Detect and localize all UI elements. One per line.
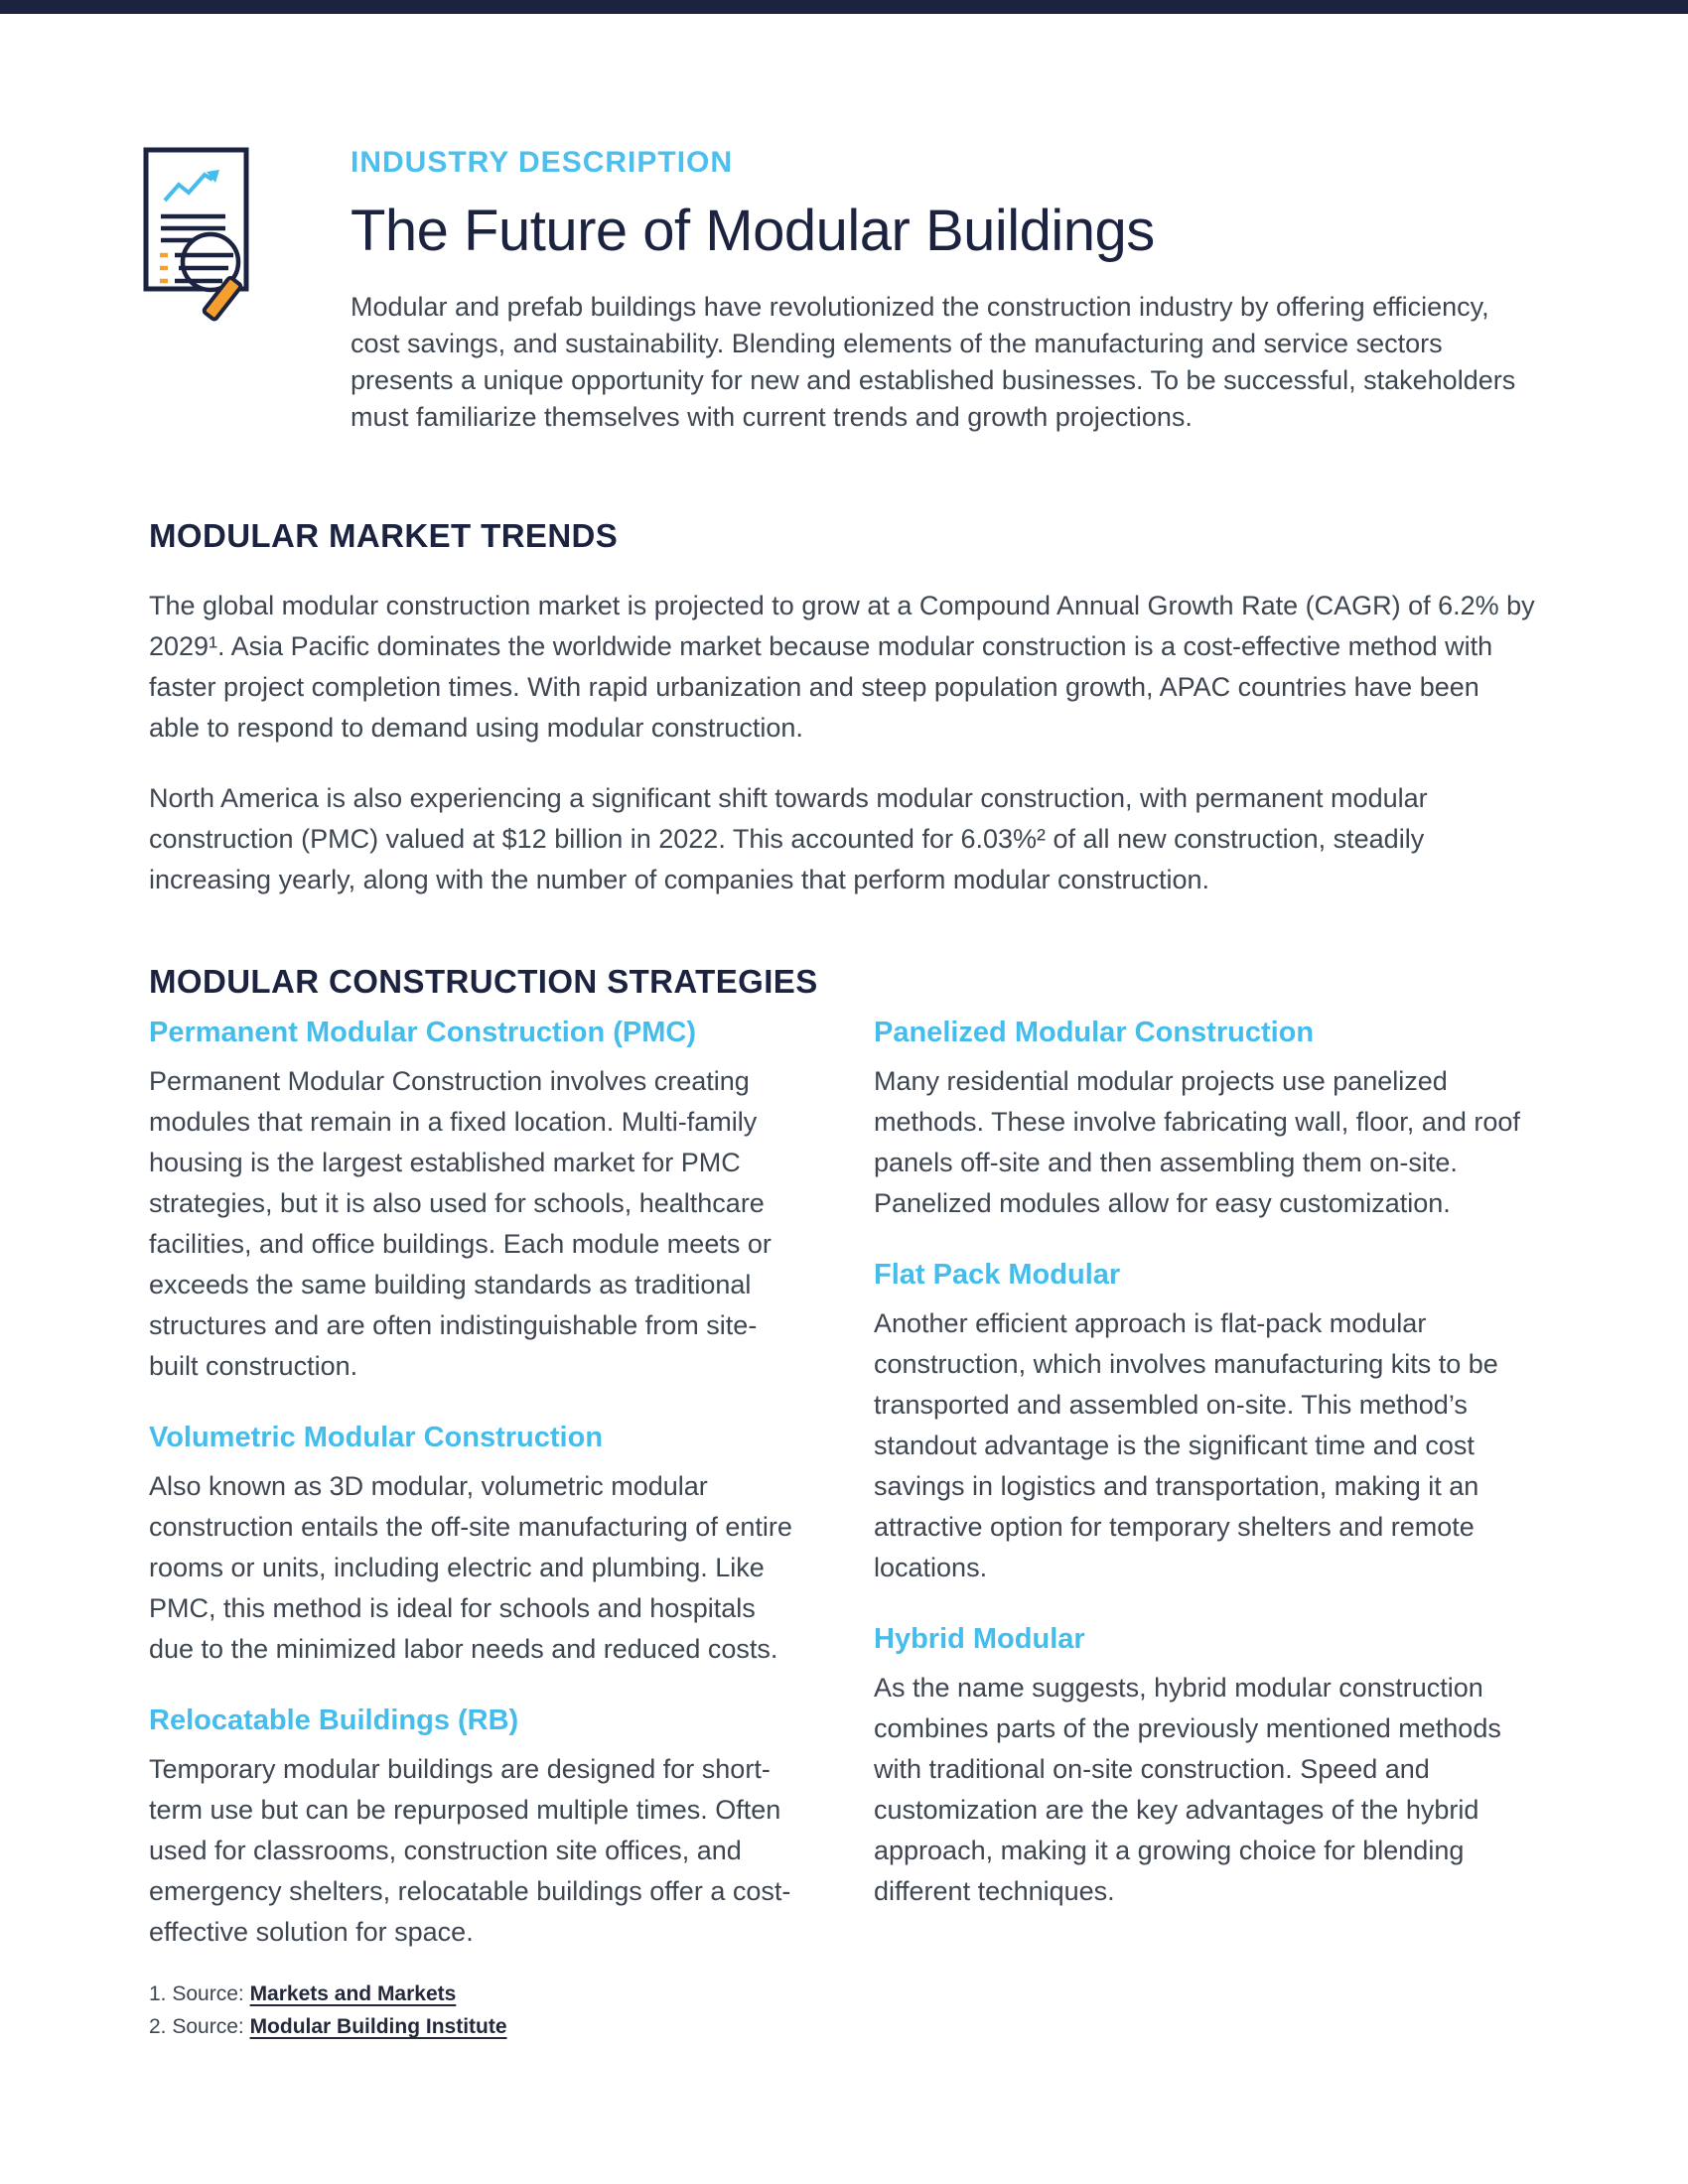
subsection-title-pmc: Permanent Modular Construction (PMC) xyxy=(149,1017,697,1048)
strategies-left-column xyxy=(149,1016,792,1986)
intro-paragraph: Modular and prefab buildings have revolutionized the construction industry by offering efficiency, cost savings, and sustainability. Blending elements of the manufacturing and service sectors presents a unique opportunity for new and established businesses. To be successful, stakeholders must familiarize themselves with current trends and growth projections. xyxy=(351,292,1516,432)
subsection-title-relocatable: Relocatable Buildings (RB) xyxy=(149,1705,519,1736)
subsection-body-hybrid: As the name suggests, hybrid modular construction combines parts of the previously mentioned methods with traditional on-site construction. Speed and customization are the key advantages of the hybrid approach, making it a growing choice for blending different techniques. xyxy=(874,1673,1501,1906)
footnotes xyxy=(149,1978,507,2043)
subsection-body-pmc: Permanent Modular Construction involves creating modules that remain in a fixed location. Multi-family housing is the largest established market for PMC strategies, but it is also used for schools, healthcare facilities, and office buildings. Each module meets or exceeds the same building standards as traditional structures and are often indistinguishable from site-built construction. xyxy=(149,1066,772,1381)
strategies-columns xyxy=(149,1016,1539,1986)
footnote-1 xyxy=(149,1978,507,2010)
footnote-2-link[interactable]: Modular Building Institute xyxy=(249,2015,507,2038)
footnote-1-prefix: 1. Source: xyxy=(149,1982,250,2005)
market-trends-paragraph-2: North America is also experiencing a significant shift towards modular construction, with permanent modular construction (PMC) valued at $12 billion in 2022. This accounted for 6.03%² of all new construction, steadily increasing yearly, along with the number of companies that perform modular construction. xyxy=(149,783,1428,894)
subsection-title-volumetric: Volumetric Modular Construction xyxy=(149,1422,604,1453)
footnote-1-link[interactable]: Markets and Markets xyxy=(249,1982,457,2005)
section-heading-market-trends: MODULAR MARKET TRENDS xyxy=(149,517,619,554)
page-title: The Future of Modular Buildings xyxy=(351,199,1155,263)
subsection-body-panelized: Many residential modular projects use panelized methods. These involve fabricating wall, floor, and roof panels off-site and then assembling them on-site. Panelized modules allow for easy customization. xyxy=(874,1066,1520,1218)
subsection-title-flat-pack: Flat Pack Modular xyxy=(874,1259,1121,1291)
footnote-2 xyxy=(149,2010,507,2043)
subsection-title-panelized: Panelized Modular Construction xyxy=(874,1017,1315,1048)
magnifier-icon xyxy=(175,234,241,321)
subsection-body-relocatable: Temporary modular buildings are designed for short-term use but can be repurposed multiple times. Often used for classrooms, construction site offices, and emergency shelters, relocatable buildings offer a cost-effective solution for space. xyxy=(149,1754,791,1947)
footnote-2-prefix: 2. Source: xyxy=(149,2015,250,2038)
subsection-title-hybrid: Hybrid Modular xyxy=(874,1623,1085,1655)
eyebrow-label: INDUSTRY DESCRIPTION xyxy=(351,146,734,179)
strategies-right-column xyxy=(874,1016,1537,1946)
subsection-body-volumetric: Also known as 3D modular, volumetric modular construction entails the off-site manufacturing of entire rooms or units, including electric and plumbing. Like PMC, this method is ideal for schools and hospitals due to the minimized labor needs and reduced costs. xyxy=(149,1471,792,1664)
top-accent-bar xyxy=(0,0,1688,14)
section-heading-strategies: MODULAR CONSTRUCTION STRATEGIES xyxy=(149,963,818,1000)
document-analysis-icon xyxy=(137,143,276,322)
document-analysis-icon-svg xyxy=(137,143,276,322)
header xyxy=(351,147,1537,436)
market-trends-paragraph-1: The global modular construction market is projected to grow at a Compound Annual Growth Rate (CAGR) of 6.2% by 2029¹. Asia Pacific dominates the worldwide market because modular construction is a cost-effective method with faster project completion times. With rapid urbanization and steep population growth, APAC countries have been able to respond to demand using modular construction. xyxy=(149,591,1535,743)
subsection-body-flat-pack: Another efficient approach is flat-pack modular construction, which involves manufacturing kits to be transported and assembled on-site. This method’s standout advantage is the significant time and cost savings in logistics and transportation, making it an attractive option for temporary shelters and remote locations. xyxy=(874,1308,1498,1582)
main-content xyxy=(149,516,1539,1986)
